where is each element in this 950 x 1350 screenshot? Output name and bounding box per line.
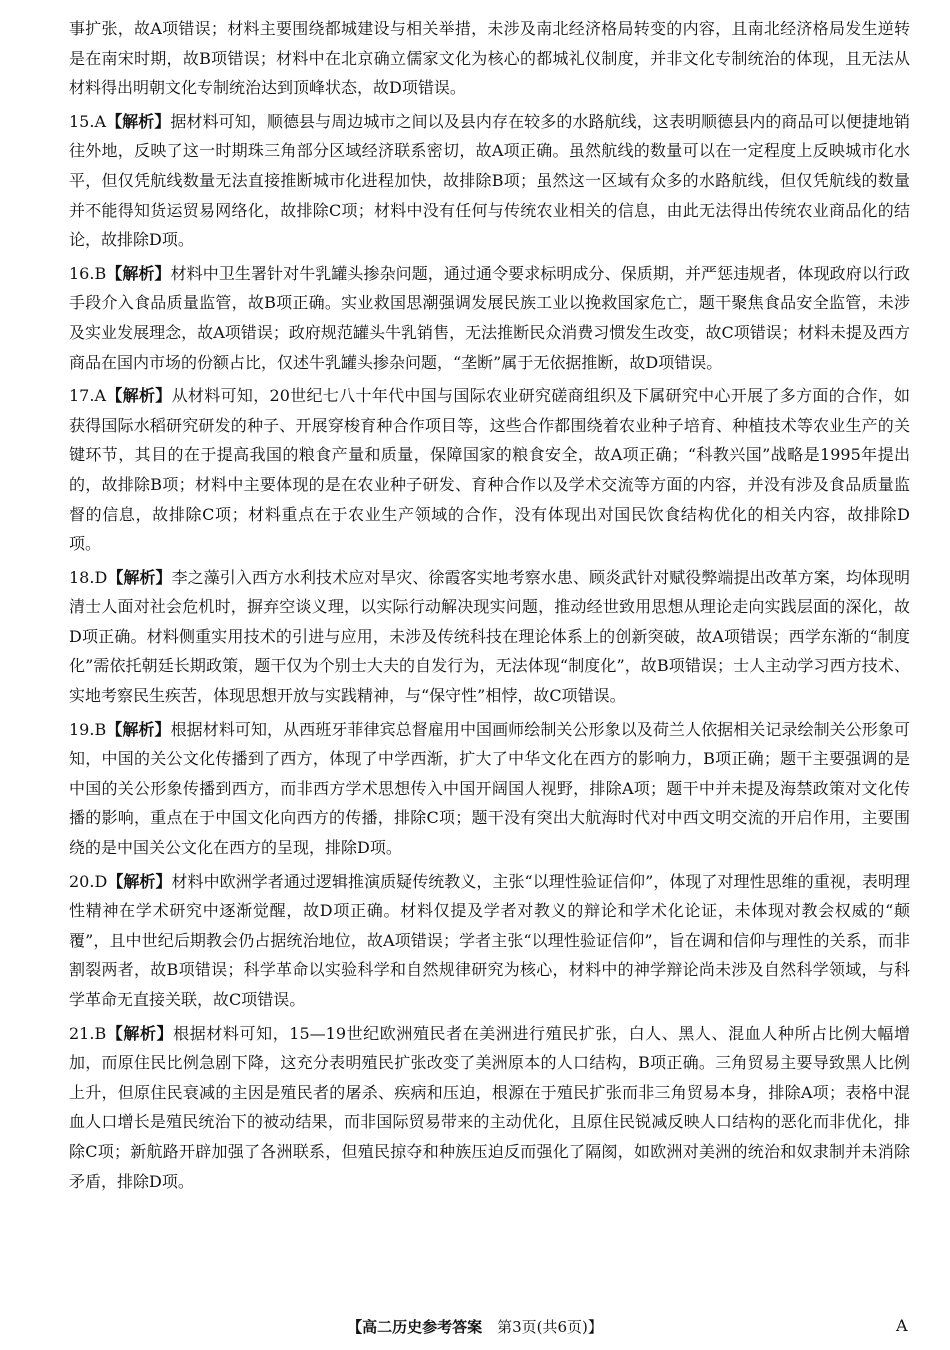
item-text: 根据材料可知，15—19世纪欧洲殖民者在美洲进行殖民扩张，白人、黑人、混血人种所占比例大幅增加，而原住民比例急剧下降，这充分表明殖民扩张改变了美洲原本的人口结构，B项正确。三角贸易主要导致黑人比例上升，但原住民衰减的主因是殖民者的屠杀、疾病和压迫，根源在于殖民扩张而非三角贸易本身，排除A项；表格中混血人口增长是殖民统治下的被动结果，而非国际贸易带来的主动优化，且原住民锐减反映人口结构的恶化而非优化，排除C项；新航路开辟加强了各洲联系，但殖民掠夺和种族压迫反而强化了隔阂，如欧洲对美洲的统治和奴隶制并未消除矛盾，排除D项。 (69, 1023, 910, 1191)
continuation-paragraph: 事扩张，故A项错误；材料主要围绕都城建设与相关举措，未涉及南北经济格局转变的内容，且南北经济格局发生逆转是在南宋时期，故B项错误；材料中在北京确立儒家文化为核心的都城礼仪制度，并非文化专制统治的体现，且无法从材料得出明朝文化专制统治达到顶峰状态，故D项错误。 (69, 19, 910, 98)
page-footer (0, 1316, 950, 1337)
item-answer: A (94, 386, 107, 406)
analysis-tag: 【解析】 (106, 719, 171, 739)
item-answer: D (94, 871, 108, 891)
item-text: 据材料可知，顺德县与周边城市之间以及县内存在较多的水路航线，这表明顺德县内的商品可以便捷地销往外地，反映了这一时期珠三角部分区域经济联系密切，故A项正确。虽然航线的数量可以在一定程度上反映城市化水平，但仅凭航线数量无法直接推断城市化进程加快，故排除B项；虽然这一区域有众多的水路航线，但仅凭航线的数量并不能得知货运贸易网络化，故排除C项；材料中没有任何与传统农业相关的信息，由此无法得出传统农业商品化的结论，故排除D项。 (69, 111, 910, 250)
item-number: 19. (69, 719, 95, 739)
item-answer: B (94, 1023, 107, 1043)
answer-item-18 (69, 563, 910, 711)
footer-title: 【高二历史参考答案 (347, 1318, 483, 1336)
answer-items (69, 107, 910, 1196)
footer-page-number: 第3页(共6页)】 (497, 1318, 603, 1336)
item-answer: D (94, 567, 108, 587)
answer-item-15 (69, 107, 910, 255)
analysis-tag: 【解析】 (106, 111, 171, 131)
item-answer: B (94, 719, 107, 739)
answer-item-20 (69, 867, 910, 1015)
item-answer: B (94, 263, 107, 283)
item-text: 从材料可知，20世纪七八十年代中国与国际农业研究磋商组织及下属研究中心开展了多方面的合作，如获得国际水稻研究研发的种子、开展穿梭育种合作项目等，这些合作都围绕着农业种子培育、种植技术等农业生产的关键环节，其目的在于提高我国的粮食产量和质量，保障国家的粮食安全，故A项正确；“科教兴国”战略是1995年提出的，故排除B项；材料中主要体现的是在农业种子研发、育种合作以及学术交流等方面的内容，并没有涉及食品质量监督的信息，故排除C项；材料重点在于农业生产领域的合作，没有体现出对国民饮食结构优化的相关内容，故排除D项。 (69, 386, 910, 554)
analysis-tag: 【解析】 (106, 1023, 174, 1043)
item-text: 材料中卫生署针对牛乳罐头掺杂问题，通过通令要求标明成分、保质期，并严惩违规者，体现政府以行政手段介入食品质量监管，故B项正确。实业救国思潮强调发展民族工业以挽救国家危亡，题干聚焦食品安全监管，未涉及实业发展理念，故A项错误；政府规范罐头牛乳销售，无法推断民众消费习惯发生改变，故C项错误；材料未提及西方商品在国内市场的份额占比，仅述牛乳罐头掺杂问题，“垄断”属于无依据推断，故D项错误。 (69, 263, 910, 372)
answer-document (69, 14, 910, 1196)
item-number: 18. (69, 567, 95, 587)
item-text: 材料中欧洲学者通过逻辑推演质疑传统教义，主张“以理性验证信仰”，体现了对理性思维的重视，表明理性精神在学术研究中逐渐觉醒，故D项正确。材料仅提及学者对教义的辩论和学术化论证，未体现对教会权威的“颠覆”，且中世纪后期教会仍占据统治地位，故A项错误；学者主张“以理性验证信仰”，旨在调和信仰与理性的关系，而非割裂两者，故B项错误；科学革命以实验科学和自然规律研究为核心，材料中的神学辩论尚未涉及自然科学领域，与科学革命无直接关联，故C项错误。 (69, 871, 910, 1009)
item-number: 20. (69, 871, 95, 891)
item-number: 16. (69, 263, 95, 283)
item-number: 17. (69, 386, 95, 406)
item-number: 21. (69, 1023, 95, 1043)
item-text: 李之藻引入西方水利技术应对旱灾、徐霞客实地考察水患、顾炎武针对赋役弊端提出改革方案，均体现明清士人面对社会危机时，摒弃空谈义理，以实际行动解决现实问题，推动经世致用思想从理论走向实践层面的深化，故D项正确。材料侧重实用技术的引进与应用，未涉及传统科技在理论体系上的创新突破，故A项错误；西学东渐的“制度化”需依托朝廷长期政策，题干仅为个别士大夫的自发行为，无法体现“制度化”，故B项错误；士人主动学习西方技术、实地考察民生疾苦，体现思想开放与实践精神，与“保守性”相悖，故C项错误。 (69, 567, 910, 706)
analysis-tag: 【解析】 (107, 871, 172, 891)
analysis-tag: 【解析】 (106, 263, 171, 283)
analysis-tag: 【解析】 (107, 567, 172, 587)
footer-version-mark: A (896, 1316, 908, 1335)
item-text: 根据材料可知，从西班牙菲律宾总督雇用中国画师绘制关公形象以及荷兰人依据相关记录绘制关公形象可知，中国的关公文化传播到了西方，体现了中学西渐，扩大了中华文化在西方的影响力，B项正确；题干主要强调的是中国的关公形象传播到西方，而非西方学术思想传入中国开阔国人视野，排除A项；题干中并未提及海禁政策对文化传播的影响，重点在于中国文化向西方的传播，排除C项；题干没有突出大航海时代对中西文明交流的开启作用，主要围绕的是中国关公文化在西方的呈现，排除D项。 (69, 719, 910, 858)
analysis-tag: 【解析】 (106, 386, 172, 406)
item-answer: A (94, 111, 107, 131)
answer-item-17 (69, 381, 910, 559)
answer-item-16 (69, 259, 910, 377)
answer-item-19 (69, 715, 910, 863)
answer-item-21 (69, 1019, 910, 1197)
item-number: 15. (69, 111, 95, 131)
